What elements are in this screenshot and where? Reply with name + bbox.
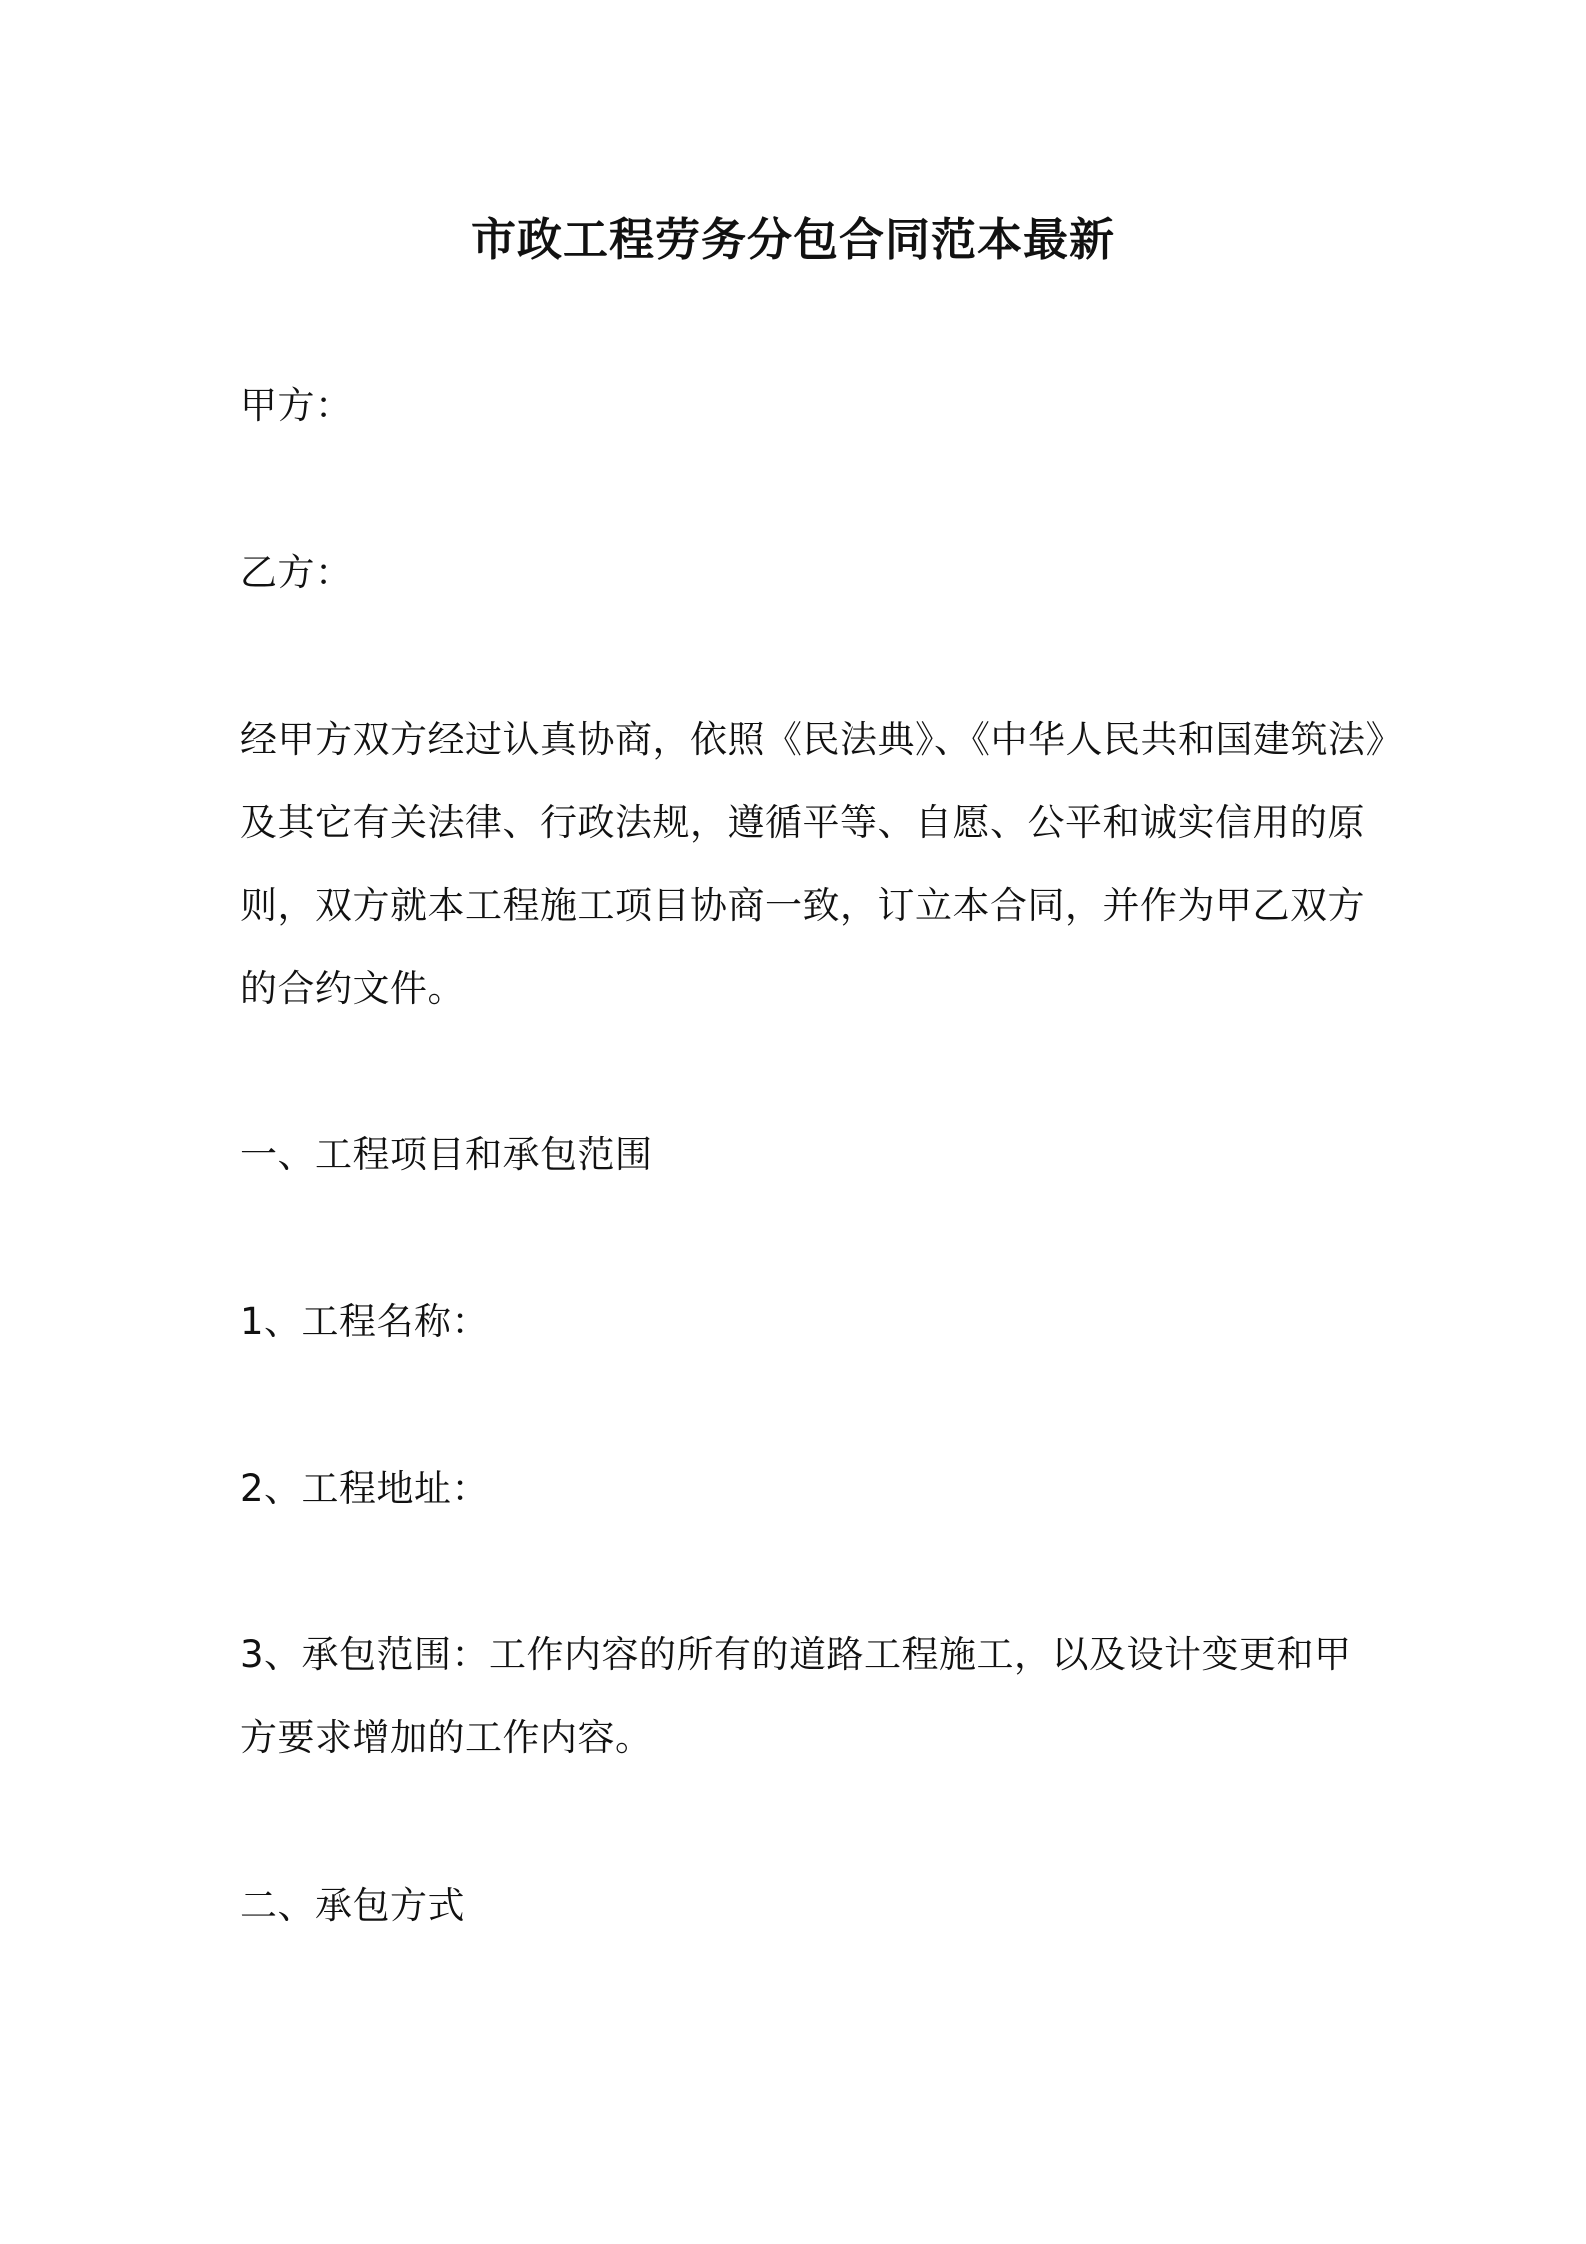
project-name-item: 1、工程名称：	[240, 1300, 490, 1343]
intro-line: 则，双方就本工程施工项目协商一致，订立本合同，并作为甲乙双方	[240, 884, 1365, 927]
intro-line: 经甲方双方经过认真协商，依照《民法典》、《中华人民共和国建筑法》	[240, 718, 1403, 761]
party-a-label: 甲方：	[240, 384, 353, 427]
scope-line: 3、承包范围：工作内容的所有的道路工程施工，以及设计变更和甲	[240, 1633, 1352, 1676]
section-2-heading: 二、承包方式	[240, 1884, 465, 1927]
party-b-label: 乙方：	[240, 551, 353, 594]
section-1-heading: 一、工程项目和承包范围	[240, 1133, 653, 1176]
scope-line: 方要求增加的工作内容。	[240, 1716, 653, 1759]
intro-paragraph	[240, 698, 1403, 1030]
contract-scope-item	[240, 1613, 1360, 1779]
intro-line: 及其它有关法律、行政法规，遵循平等、自愿、公平和诚实信用的原	[240, 801, 1365, 844]
project-address-item: 2、工程地址：	[240, 1467, 490, 1510]
intro-line: 的合约文件。	[240, 967, 465, 1010]
document-title: 市政工程劳务分包合同范本最新	[470, 213, 1115, 266]
